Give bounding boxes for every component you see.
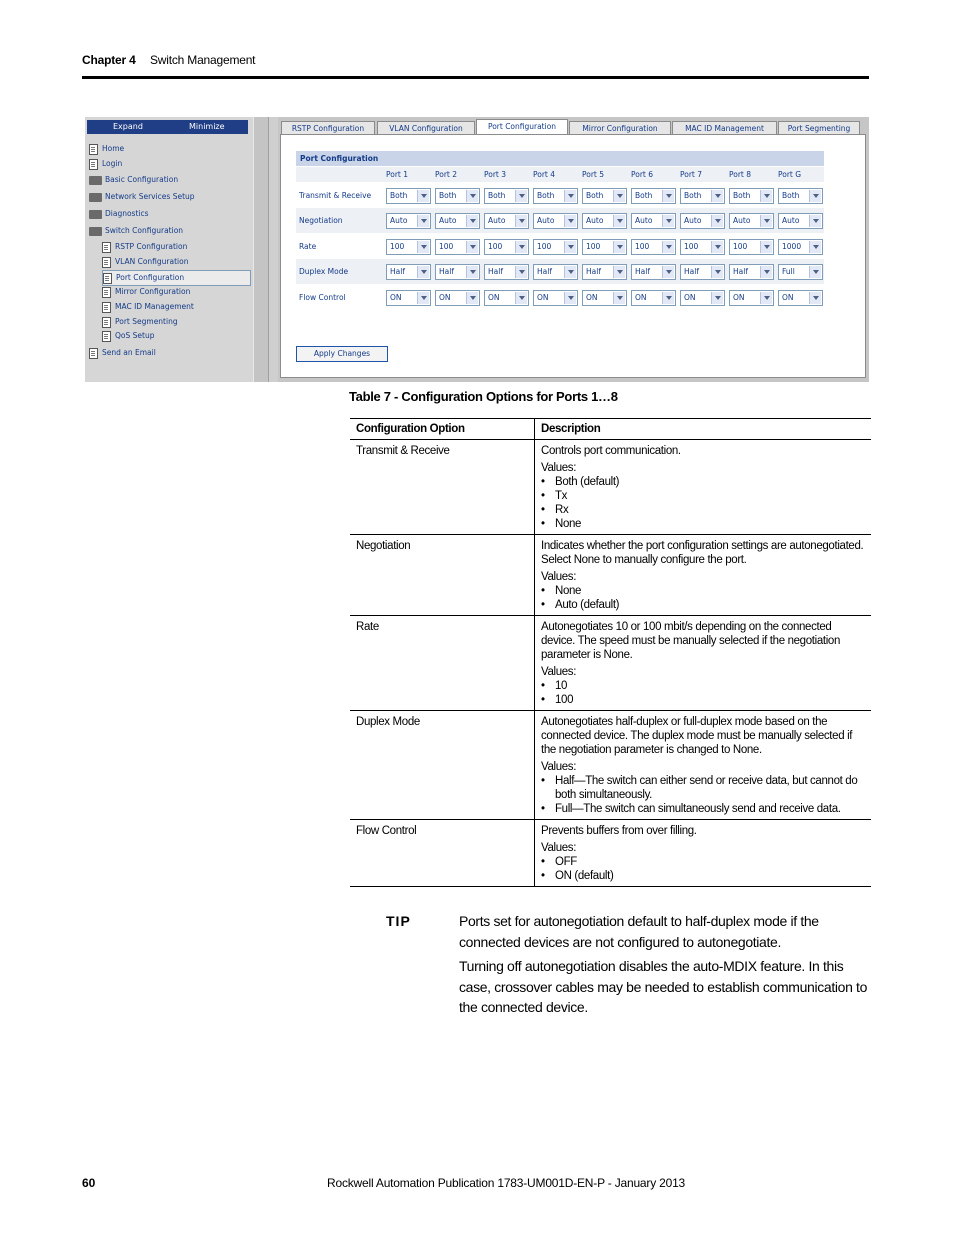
nav-item[interactable]: [102, 285, 190, 299]
port-setting-select[interactable]: [680, 264, 725, 280]
select-value: ON: [488, 293, 500, 302]
select-value: 100: [390, 242, 405, 251]
nav-item-label: Network Services Setup: [105, 192, 195, 201]
value-item: • OFF: [541, 855, 865, 869]
chevron-down-icon[interactable]: [417, 266, 429, 278]
setting-label: Flow Control: [299, 293, 346, 302]
description-text: Controls port communication.: [541, 445, 681, 457]
nav-item[interactable]: [89, 142, 124, 156]
page-icon: [102, 287, 111, 298]
setting-label: Duplex Mode: [299, 267, 349, 276]
folder-icon: [89, 210, 102, 219]
chevron-down-icon[interactable]: [760, 292, 772, 304]
nav-item-label: VLAN Configuration: [115, 257, 189, 266]
chevron-down-icon[interactable]: [809, 215, 821, 227]
chevron-down-icon[interactable]: [711, 292, 723, 304]
value-item: • Half—The switch can either send or receive data, but cannot do both simultaneously.: [541, 774, 865, 802]
nav-item-label: RSTP Configuration: [115, 242, 188, 251]
chevron-down-icon[interactable]: [809, 266, 821, 278]
port-setting-row: [296, 285, 824, 310]
page-number: 60: [82, 1176, 96, 1190]
switch-ui-screenshot: [85, 117, 869, 382]
description-text: Indicates whether the port configuration settings are autonegotiated. Select None to manually configure the port.: [541, 540, 864, 566]
select-value: 100: [586, 242, 601, 251]
value-item: • Rx: [541, 503, 865, 517]
setting-label: Negotiation: [299, 216, 343, 225]
folder-icon: [89, 176, 102, 185]
expand-link[interactable]: Expand: [113, 122, 143, 131]
port-column-header: Port G: [778, 170, 802, 179]
description-cell: [535, 440, 872, 535]
port-column-header: Port 8: [729, 170, 752, 179]
port-setting-select[interactable]: [386, 290, 431, 306]
pane-splitter[interactable]: [253, 117, 269, 382]
select-value: Auto: [733, 216, 751, 225]
chevron-down-icon[interactable]: [515, 190, 527, 202]
option-cell: Negotiation: [350, 535, 535, 616]
select-value: ON: [586, 293, 598, 302]
chevron-down-icon[interactable]: [466, 292, 478, 304]
tip-paragraph: Ports set for autonegotiation default to half-duplex mode if the connected devices are not configured to autonegotiate.: [459, 913, 819, 950]
port-column-header: Port 7: [680, 170, 703, 179]
select-value: ON: [439, 293, 451, 302]
port-setting-select[interactable]: [386, 264, 431, 280]
nav-item[interactable]: [102, 240, 187, 254]
nav-item-label: Home: [102, 144, 125, 153]
values-label: Values:: [541, 842, 577, 854]
tab-bar: [278, 119, 869, 135]
values-label: Values:: [541, 571, 577, 583]
select-value: Both: [684, 191, 702, 200]
nav-item-label: Basic Configuration: [105, 175, 179, 184]
select-value: 100: [684, 242, 699, 251]
port-setting-select[interactable]: [631, 188, 676, 204]
chevron-down-icon[interactable]: [564, 266, 576, 278]
values-list: [541, 584, 865, 612]
chevron-down-icon[interactable]: [564, 190, 576, 202]
setting-label: Transmit & Receive: [299, 191, 372, 200]
chevron-down-icon[interactable]: [662, 241, 674, 253]
port-setting-select[interactable]: [386, 188, 431, 204]
description-cell: [535, 820, 872, 887]
value-item: • None: [541, 517, 865, 531]
port-setting-select[interactable]: [778, 239, 823, 255]
chevron-down-icon[interactable]: [711, 241, 723, 253]
select-value: Auto: [488, 216, 506, 225]
chevron-down-icon[interactable]: [662, 215, 674, 227]
setting-label: Rate: [299, 242, 317, 251]
port-setting-select[interactable]: [582, 213, 627, 229]
tab[interactable]: VLAN Configuration: [377, 121, 475, 135]
page-icon: [89, 348, 98, 359]
page-icon: [102, 242, 111, 253]
option-cell: Rate: [350, 616, 535, 711]
select-value: Auto: [586, 216, 604, 225]
panel-title: Port Configuration: [296, 151, 824, 166]
select-value: Half: [537, 267, 552, 276]
port-setting-select[interactable]: [680, 213, 725, 229]
tip-paragraph: Turning off autonegotiation disables the auto-MDIX feature. In this case, crossover cables may be needed to establish communication to the connected device.: [459, 958, 868, 1015]
chevron-down-icon[interactable]: [760, 241, 772, 253]
tip-label: TIP: [386, 913, 411, 929]
column-header-option: Configuration Option: [350, 419, 535, 440]
select-value: Both: [390, 191, 408, 200]
select-value: Half: [439, 267, 454, 276]
chapter-label: Chapter 4: [82, 53, 136, 67]
nav-item-label: Login: [102, 159, 123, 168]
nav-item-label: Switch Configuration: [105, 226, 184, 235]
page-icon: [89, 159, 98, 170]
select-value: Auto: [684, 216, 702, 225]
chevron-down-icon[interactable]: [466, 241, 478, 253]
value-item: • Auto (default): [541, 598, 865, 612]
value-item: • None: [541, 584, 865, 598]
port-setting-select[interactable]: [435, 239, 480, 255]
chevron-down-icon[interactable]: [760, 266, 772, 278]
port-setting-select[interactable]: [484, 239, 529, 255]
page-icon: [102, 302, 111, 313]
select-value: ON: [782, 293, 794, 302]
tab[interactable]: Port Configuration: [476, 119, 568, 136]
select-value: Half: [684, 267, 699, 276]
select-value: Half: [586, 267, 601, 276]
nav-item-label: Send an Email: [102, 348, 156, 357]
page-icon: [102, 317, 111, 328]
port-setting-select[interactable]: [582, 239, 627, 255]
port-setting-select[interactable]: [631, 290, 676, 306]
port-setting-select[interactable]: [729, 239, 774, 255]
port-setting-select[interactable]: [631, 239, 676, 255]
select-value: ON: [537, 293, 549, 302]
port-setting-select[interactable]: [729, 264, 774, 280]
select-value: Half: [390, 267, 405, 276]
value-item: • ON (default): [541, 869, 865, 883]
select-value: Auto: [635, 216, 653, 225]
publication-info: Rockwell Automation Publication 1783-UM001D-EN-P - January 2013: [327, 1176, 686, 1190]
nav-item[interactable]: [102, 329, 154, 343]
port-setting-select[interactable]: [533, 239, 578, 255]
select-value: Half: [635, 267, 650, 276]
select-value: Auto: [390, 216, 408, 225]
nav-item-label: MAC ID Management: [115, 302, 194, 311]
chevron-down-icon[interactable]: [564, 292, 576, 304]
select-value: Half: [488, 267, 503, 276]
chevron-down-icon[interactable]: [417, 241, 429, 253]
option-cell: Flow Control: [350, 820, 535, 887]
port-setting-select[interactable]: [631, 213, 676, 229]
option-cell: Transmit & Receive: [350, 440, 535, 535]
nav-item-label: Diagnostics: [105, 209, 149, 218]
values-list: [541, 679, 865, 707]
chevron-down-icon[interactable]: [662, 292, 674, 304]
port-setting-select[interactable]: [582, 188, 627, 204]
select-value: ON: [733, 293, 745, 302]
port-setting-row: [296, 183, 824, 208]
values-label: Values:: [541, 666, 577, 678]
chevron-down-icon[interactable]: [711, 190, 723, 202]
chevron-down-icon[interactable]: [662, 266, 674, 278]
chevron-down-icon[interactable]: [417, 190, 429, 202]
nav-pane: [85, 117, 253, 382]
port-setting-select[interactable]: [386, 213, 431, 229]
values-label: Values:: [541, 462, 577, 474]
values-list: [541, 855, 865, 883]
port-setting-select[interactable]: [533, 213, 578, 229]
select-value: 100: [488, 242, 503, 251]
select-value: Both: [488, 191, 506, 200]
port-column-header: Port 4: [533, 170, 556, 179]
port-setting-select[interactable]: [778, 264, 823, 280]
chevron-down-icon[interactable]: [809, 292, 821, 304]
description-text: Prevents buffers from over filling.: [541, 825, 697, 837]
select-value: 1000: [782, 242, 802, 251]
select-value: Half: [733, 267, 748, 276]
chevron-down-icon[interactable]: [515, 266, 527, 278]
value-item: • Tx: [541, 489, 865, 503]
content-pane: [278, 117, 869, 382]
port-setting-select[interactable]: [435, 264, 480, 280]
port-column-header: Port 1: [386, 170, 409, 179]
nav-item[interactable]: [102, 270, 251, 286]
select-value: Full: [782, 267, 795, 276]
nav-item[interactable]: [89, 224, 183, 238]
nav-item[interactable]: [89, 207, 149, 221]
page-icon: [102, 257, 111, 268]
port-setting-select[interactable]: [533, 188, 578, 204]
port-setting-select[interactable]: [582, 290, 627, 306]
chevron-down-icon[interactable]: [613, 292, 625, 304]
port-setting-row: [296, 234, 824, 259]
chevron-down-icon[interactable]: [760, 190, 772, 202]
select-value: ON: [390, 293, 402, 302]
port-setting-select[interactable]: [435, 213, 480, 229]
chevron-down-icon[interactable]: [466, 190, 478, 202]
select-value: Both: [537, 191, 555, 200]
select-value: Both: [586, 191, 604, 200]
value-item: • 100: [541, 693, 865, 707]
chevron-down-icon[interactable]: [564, 215, 576, 227]
select-value: Both: [439, 191, 457, 200]
nav-item-label: Mirror Configuration: [115, 287, 191, 296]
nav-toolbar: [87, 120, 248, 134]
port-setting-select[interactable]: [484, 188, 529, 204]
port-setting-select[interactable]: [680, 239, 725, 255]
description-text: Autonegotiates half-duplex or full-duplex mode based on the connected device. The duplex mode must be manually selected if the negotiation parameter is changed to None.: [541, 716, 853, 756]
table-row: [350, 616, 871, 711]
values-list: [541, 475, 865, 531]
port-setting-select[interactable]: [680, 290, 725, 306]
nav-item[interactable]: [102, 315, 178, 329]
nav-item[interactable]: [102, 255, 188, 269]
select-value: 100: [537, 242, 552, 251]
chevron-down-icon[interactable]: [466, 215, 478, 227]
chevron-down-icon[interactable]: [711, 266, 723, 278]
port-setting-select[interactable]: [778, 290, 823, 306]
chevron-down-icon[interactable]: [515, 292, 527, 304]
tab[interactable]: MAC ID Management: [672, 121, 777, 135]
section-title: Switch Management: [150, 53, 256, 67]
chevron-down-icon[interactable]: [613, 241, 625, 253]
column-header-description: Description: [535, 419, 872, 440]
select-value: 100: [635, 242, 650, 251]
tab[interactable]: RSTP Configuration: [281, 121, 375, 135]
nav-item[interactable]: [89, 173, 178, 187]
chevron-down-icon[interactable]: [564, 241, 576, 253]
value-item: • Both (default): [541, 475, 865, 489]
select-value: Both: [782, 191, 800, 200]
tab[interactable]: Port Segmenting: [778, 121, 860, 135]
select-value: 100: [439, 242, 454, 251]
folder-icon: [89, 193, 102, 202]
nav-item-label: Port Segmenting: [115, 317, 178, 326]
port-setting-select[interactable]: [533, 264, 578, 280]
select-value: Auto: [782, 216, 800, 225]
tab[interactable]: Mirror Configuration: [569, 121, 671, 135]
description-cell: [535, 535, 872, 616]
description-text: Autonegotiates 10 or 100 mbit/s depending on the connected device. The speed must be manually selected if the negotiation parameter is None.: [541, 621, 841, 661]
page-icon: [103, 273, 112, 284]
port-column-header: Port 2: [435, 170, 458, 179]
values-list: [541, 774, 865, 816]
chevron-down-icon[interactable]: [711, 215, 723, 227]
port-setting-select[interactable]: [386, 239, 431, 255]
chevron-down-icon[interactable]: [613, 266, 625, 278]
values-label: Values:: [541, 761, 577, 773]
chevron-down-icon[interactable]: [760, 215, 772, 227]
option-cell: Duplex Mode: [350, 711, 535, 820]
port-header-row: [296, 167, 824, 182]
description-cell: [535, 616, 872, 711]
port-setting-select[interactable]: [631, 264, 676, 280]
chevron-down-icon[interactable]: [417, 292, 429, 304]
select-value: Auto: [439, 216, 457, 225]
port-setting-select[interactable]: [582, 264, 627, 280]
table-row: [350, 535, 871, 616]
port-column-header: Port 5: [582, 170, 605, 179]
table-row: [350, 711, 871, 820]
port-setting-select[interactable]: [729, 213, 774, 229]
table-row: [350, 440, 871, 535]
nav-item[interactable]: [89, 346, 156, 360]
select-value: Both: [635, 191, 653, 200]
port-setting-select[interactable]: [484, 290, 529, 306]
nav-item[interactable]: [89, 157, 122, 171]
page-icon: [89, 144, 98, 155]
port-column-header: Port 3: [484, 170, 507, 179]
chevron-down-icon[interactable]: [809, 190, 821, 202]
chevron-down-icon[interactable]: [515, 241, 527, 253]
chevron-down-icon[interactable]: [613, 215, 625, 227]
port-setting-select[interactable]: [435, 188, 480, 204]
nav-item-label: Port Configuration: [116, 273, 185, 282]
config-options-table: [350, 418, 871, 887]
port-setting-select[interactable]: [729, 188, 774, 204]
chevron-down-icon[interactable]: [466, 266, 478, 278]
port-column-header: Port 6: [631, 170, 654, 179]
port-setting-select[interactable]: [680, 188, 725, 204]
port-setting-select[interactable]: [533, 290, 578, 306]
port-setting-select[interactable]: [435, 290, 480, 306]
port-setting-select[interactable]: [778, 213, 823, 229]
port-config-panel: [280, 134, 866, 378]
nav-item[interactable]: [102, 300, 194, 314]
value-item: • 10: [541, 679, 865, 693]
port-setting-select[interactable]: [484, 264, 529, 280]
select-value: Both: [733, 191, 751, 200]
port-setting-select[interactable]: [778, 188, 823, 204]
chevron-down-icon[interactable]: [809, 241, 821, 253]
port-setting-select[interactable]: [484, 213, 529, 229]
select-value: ON: [684, 293, 696, 302]
value-item: • Full—The switch can simultaneously send and receive data.: [541, 802, 865, 816]
table-row: [350, 820, 871, 887]
open-folder-icon: [89, 227, 102, 236]
port-setting-row: [296, 259, 824, 284]
select-value: 100: [733, 242, 748, 251]
page-icon: [102, 331, 111, 342]
port-setting-select[interactable]: [729, 290, 774, 306]
apply-changes-button[interactable]: Apply Changes: [296, 346, 388, 362]
description-cell: [535, 711, 872, 820]
select-value: ON: [635, 293, 647, 302]
table-caption: Table 7 - Configuration Options for Ports 1…8: [349, 389, 618, 404]
chevron-down-icon[interactable]: [662, 190, 674, 202]
chevron-down-icon[interactable]: [417, 215, 429, 227]
chevron-down-icon[interactable]: [613, 190, 625, 202]
select-value: Auto: [537, 216, 555, 225]
nav-item-label: QoS Setup: [115, 331, 155, 340]
page-header: [82, 52, 869, 79]
minimize-link[interactable]: Minimize: [189, 122, 225, 131]
chevron-down-icon[interactable]: [515, 215, 527, 227]
nav-item[interactable]: [89, 190, 195, 204]
port-setting-row: [296, 208, 824, 233]
